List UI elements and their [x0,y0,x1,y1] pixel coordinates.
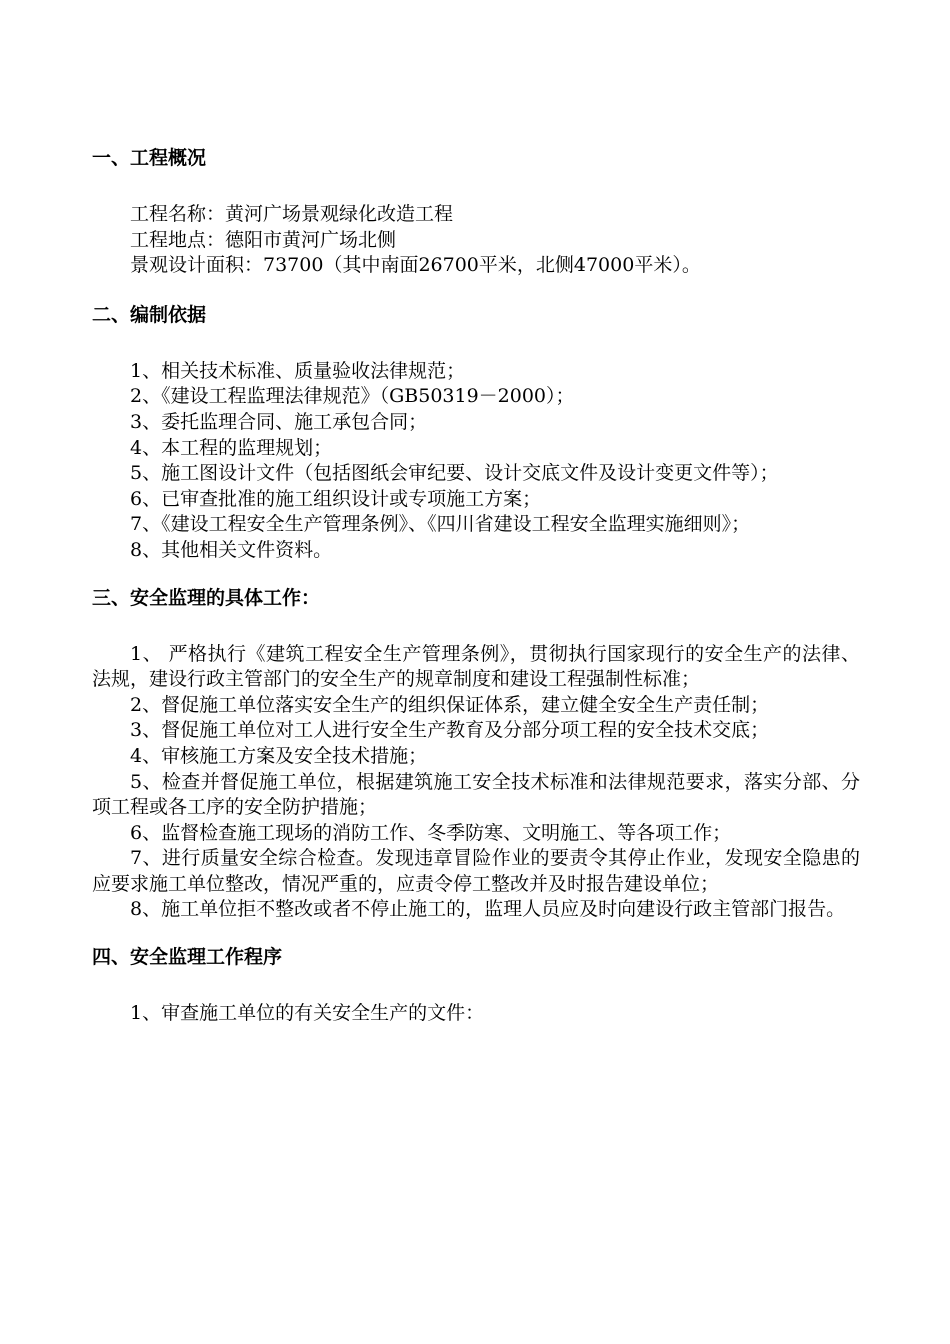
list-item: 1、审查施工单位的有关安全生产的文件： [130,1002,485,1025]
section-heading: 一、工程概况 [92,147,207,169]
list-item: 1、相关技术标准、质量验收法律规范； [130,359,466,382]
list-item: 3、督促施工单位对工人进行安全生产教育及分部分项工程的安全技术交底； [130,719,770,742]
list-item: 2、督促施工单位落实安全生产的组织保证体系，建立健全安全生产责任制； [130,693,770,716]
section-heading: 三、安全监理的具体工作： [92,586,321,609]
paragraph-group [92,202,860,279]
list-item: 7、进行质量安全综合检查。发现违章冒险作业的要责令其停止作业，发现安全隐患的应要求施工单位整改，情况严重的，应责令停工整改并及时报告建设单位； [92,847,860,895]
document-page [92,140,860,1043]
paragraph-group [92,642,860,924]
list-item: 2、《建设工程监理法律规范》（GB50319－2000）； [130,385,575,408]
paragraph-group [92,1001,860,1027]
section-procedure [92,939,860,1027]
paragraph: 工程名称：黄河广场景观绿化改造工程 [130,203,454,225]
list-item: 8、施工单位拒不整改或者不停止施工的，监理人员应及时向建设行政主管部门报告。 [130,898,846,921]
paragraph: 工程地点：德阳市黄河广场北侧 [130,228,397,251]
section-heading: 二、编制依据 [92,303,207,326]
list-item: 3、委托监理合同、施工承包合同； [130,410,428,433]
list-item: 1、 严格执行《建筑工程安全生产管理条例》，贯彻执行国家现行的安全生产的法律、法规，建设行政主管部门的安全生产的规章制度和建设工程强制性标准； [92,642,860,691]
list-item: 7、《建设工程安全生产管理条例》、《四川省建设工程安全监理实施细则》； [130,513,751,536]
section-project-overview [92,140,860,279]
list-item: 4、本工程的监理规划； [130,436,333,459]
list-item: 5、施工图设计文件（包括图纸会审纪要、设计交底文件及设计变更文件等）； [130,462,779,485]
list-item: 6、监督检查施工现场的消防工作、冬季防寒、文明施工、等各项工作； [130,821,732,844]
paragraph: 景观设计面积：73700（其中南面26700平米，北侧47000平米）。 [130,254,701,277]
section-heading: 四、安全监理工作程序 [92,946,283,969]
section-safety-work [92,580,860,924]
list-item: 5、检查并督促施工单位，根据建筑施工安全技术标准和法律规范要求，落实分部、分项工程或各工序的安全防护措施； [92,770,860,819]
list-item: 8、其他相关文件资料。 [130,538,333,561]
paragraph-group [92,359,860,564]
list-item: 4、审核施工方案及安全技术措施； [130,744,428,767]
section-basis [92,297,860,564]
list-item: 6、已审查批准的施工组织设计或专项施工方案； [130,487,542,510]
